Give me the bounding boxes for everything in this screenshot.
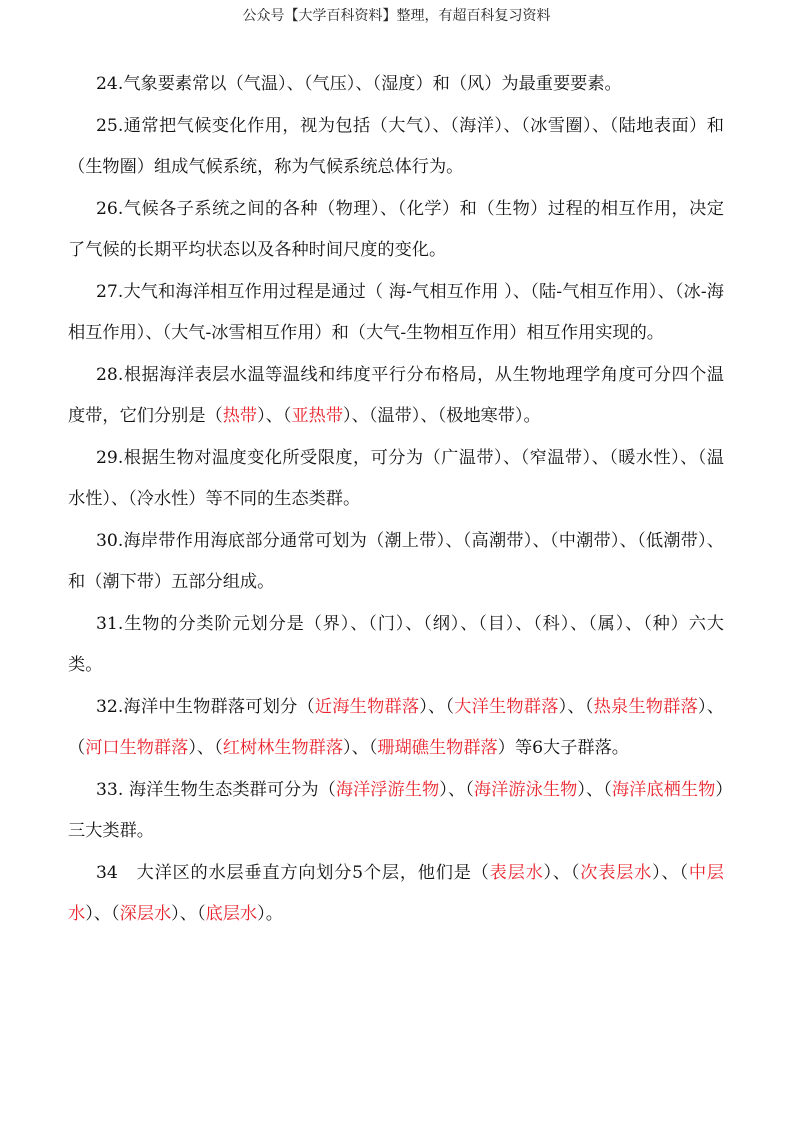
paragraph xyxy=(68,521,724,604)
highlighted-answer: 红树林生物群落 xyxy=(222,738,344,758)
paragraph xyxy=(68,189,724,272)
highlighted-answer: 表层水 xyxy=(489,862,544,883)
paragraph xyxy=(68,272,724,355)
text-segment: ）、（ xyxy=(439,779,474,800)
text-segment: 34 大洋区的水层垂直方向划分5个层，他们是（ xyxy=(96,862,490,883)
text-segment: 29.根据生物对温度变化所受限度，可分为（广温带）、（窄温带）、（暖水性）、（温水性）、（冷水性）等不同的生态类群。 xyxy=(68,447,724,509)
text-segment: ）。 xyxy=(257,904,283,924)
highlighted-answer: 热带 xyxy=(222,406,258,426)
text-segment: ）、（ xyxy=(419,696,455,717)
text-segment: 33. 海洋生物生态类群可分为（ xyxy=(96,779,336,800)
text-segment: 28.根据海洋表层水温等温线和纬度平行分布格局，从生物地理学角度可分四个温度带，它们分别是（ xyxy=(68,364,724,426)
text-segment: 31.生物的分类阶元划分是（界）、（门）、（纲）、（目）、（科）、（属）、（种）六大类。 xyxy=(68,613,724,675)
highlighted-answer: 大洋生物群落 xyxy=(454,696,559,717)
text-segment: ）、（ xyxy=(543,862,581,883)
highlighted-answer: 海洋浮游生物 xyxy=(335,779,440,800)
text-segment: 30.海岸带作用海底部分通常可划为（潮上带）、（高潮带）、（中潮带）、（低潮带）、和（潮下带）五部分组成。 xyxy=(68,530,724,592)
text-segment: 25.通常把气候变化作用，视为包括（大气）、（海洋）、（冰雪圈）、（陆地表面）和（生物圈）组成气候系统，称为气候系统总体行为。 xyxy=(68,115,724,177)
highlighted-answer: 底层水 xyxy=(205,904,258,924)
paragraph xyxy=(68,438,724,521)
text-segment: 24.气象要素常以（气温）、（气压）、（湿度）和（风）为最重要要素。 xyxy=(96,74,622,94)
paragraph xyxy=(68,355,724,438)
text-segment: ）、（ xyxy=(68,696,724,758)
text-segment: ）、（温带）、（极地寒带）。 xyxy=(343,406,541,426)
highlighted-answer: 中层水 xyxy=(68,862,724,924)
text-segment: ）、（ xyxy=(577,779,612,800)
text-segment: 32.海洋中生物群落可划分（ xyxy=(96,696,315,717)
paragraph xyxy=(68,106,724,189)
text-segment: ）三大类群。 xyxy=(68,779,724,841)
highlighted-answer: 次表层水 xyxy=(580,862,653,883)
highlighted-answer: 珊瑚礁生物群落 xyxy=(377,738,498,758)
paragraph xyxy=(68,770,724,853)
text-segment: ）、（ xyxy=(188,738,223,758)
highlighted-answer: 深层水 xyxy=(119,904,172,924)
paragraph xyxy=(68,604,724,687)
text-segment: ）、（ xyxy=(343,738,378,758)
paragraph xyxy=(68,64,724,106)
highlighted-answer: 亚热带 xyxy=(291,406,344,426)
highlighted-answer: 热泉生物群落 xyxy=(593,696,698,717)
document-body xyxy=(68,64,724,936)
text-segment: ）、（ xyxy=(257,406,292,426)
paragraph xyxy=(68,687,724,770)
highlighted-answer: 近海生物群落 xyxy=(314,696,420,717)
highlighted-answer: 海洋底栖生物 xyxy=(611,779,716,800)
text-segment: 26.气候各子系统之间的各种（物理）、（化学）和（生物）过程的相互作用，决定了气候的长期平均状态以及各种时间尺度的变化。 xyxy=(68,198,724,260)
paragraph xyxy=(68,853,724,936)
page-header: 公众号【大学百科资料】整理，有超百科复习资料 xyxy=(242,8,551,24)
text-segment: 27.大气和海洋相互作用过程是通过（ 海-气相互作用 ）、（陆-气相互作用）、（冰-海相互作用）、（大气-冰雪相互作用）和（大气-生物相互作用）相互作用实现的。 xyxy=(68,281,724,343)
text-segment: ）等6大子群落。 xyxy=(497,738,629,758)
text-segment: ）、（ xyxy=(85,904,120,924)
highlighted-answer: 海洋游泳生物 xyxy=(473,779,578,800)
text-segment: ）、（ xyxy=(171,904,206,924)
text-segment: ）、（ xyxy=(652,862,689,883)
text-segment: ）、（ xyxy=(558,696,594,717)
highlighted-answer: 河口生物群落 xyxy=(85,738,189,758)
